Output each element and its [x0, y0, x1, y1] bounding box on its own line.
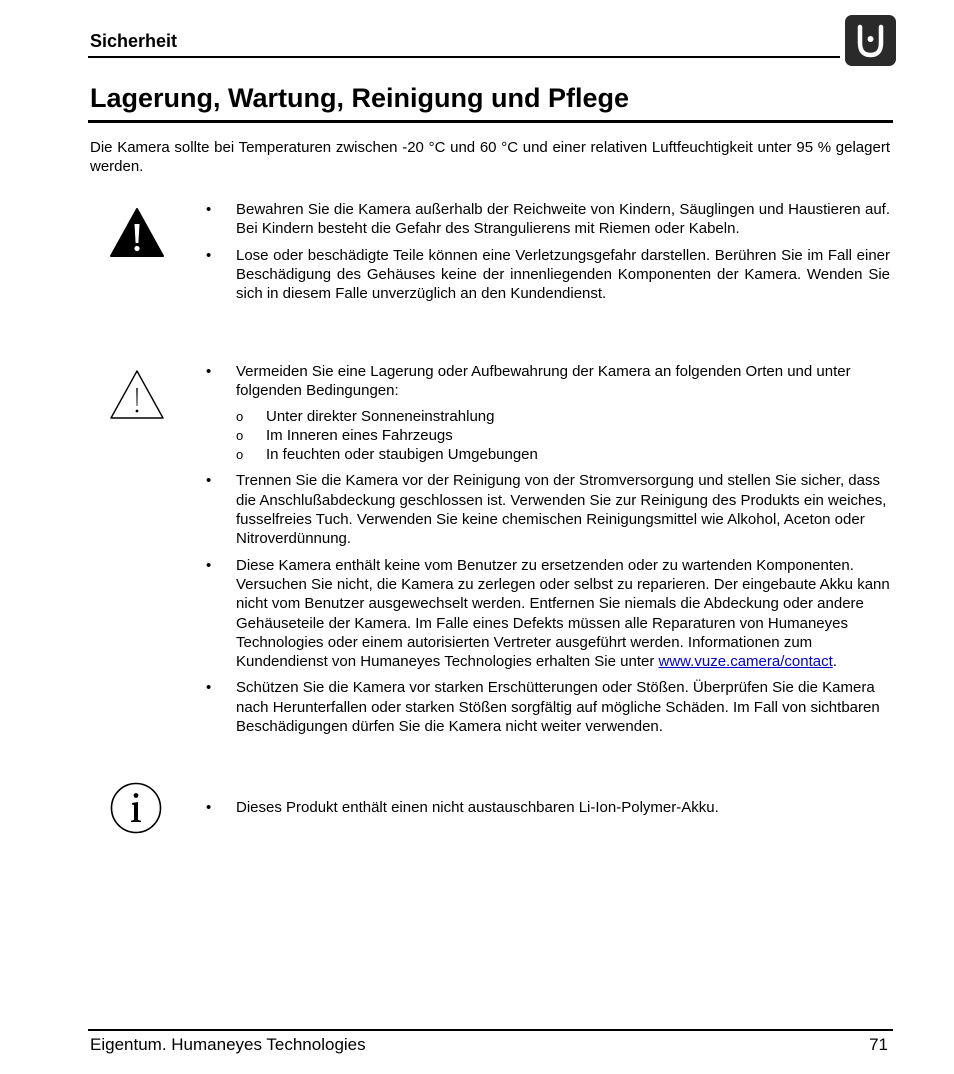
- title-divider: [88, 120, 893, 123]
- list-item: • Trennen Sie die Kamera vor der Reinigung von der Stromversorgung und stellen Sie sicher, dass die Anschlußabdeckung geschlossen ist. Verwenden Sie zur Reinigung des Produkts ein weiches, fusselfreies Tuch. Verwenden Sie keine chemischen Reinigungsmittel wie Alkohol, Aceton oder Nitroverdünnung.: [206, 472, 887, 548]
- info-list: [206, 798, 890, 824]
- warning-filled-icon: [109, 207, 165, 264]
- sub-list-item: o Im Inneren eines Fahrzeugs: [236, 426, 453, 444]
- sub-list-item: o In feuchten oder staubigen Umgebungen: [236, 446, 538, 464]
- section-header: Sicherheit: [90, 31, 178, 51]
- bullet: •: [206, 201, 212, 218]
- bullet: •: [206, 679, 212, 697]
- bullet: •: [206, 363, 212, 380]
- page-number: 71: [869, 1035, 888, 1054]
- sub-list-item: o Unter direkter Sonneneinstrahlung: [236, 407, 495, 425]
- bullet: •: [206, 246, 212, 264]
- intro-paragraph: Die Kamera sollte bei Temperaturen zwischen -20 °C und 60 °C und einer relativen Luftfeuchtigkeit unter 95 % gelagert werden.: [90, 139, 890, 175]
- footer-divider: [88, 1029, 893, 1031]
- info-icon: [109, 781, 163, 840]
- footer-owner: Eigentum. Humaneyes Technologies: [90, 1035, 366, 1054]
- care-list: [206, 362, 890, 743]
- brand-logo-icon: [845, 15, 896, 66]
- bullet: •: [206, 472, 212, 490]
- list-item: • Bewahren Sie die Kamera außerhalb der Reichweite von Kindern, Säuglingen und Haustieren auf. Bei Kindern besteht die Gefahr des Strangulierens mit Riemen oder Kabeln.: [206, 201, 890, 238]
- list-item: • Dieses Produkt enthält einen nicht austauschbaren Li-Ion-Polymer-Akku.: [206, 799, 719, 816]
- header-divider: [88, 56, 840, 58]
- list-item: • Schützen Sie die Kamera vor starken Erschütterungen oder Stößen. Überprüfen Sie die Kamera nach Herunterfallen oder starken Stößen sorgfältig auf mögliche Schäden. Im Fall von sichtbaren Beschädigungen dürfen Sie die Kamera nicht weiter verwenden.: [206, 679, 880, 736]
- contact-link[interactable]: www.vuze.camera/contact: [658, 653, 833, 671]
- bullet: •: [206, 799, 212, 816]
- list-item: • Vermeiden Sie eine Lagerung oder Aufbewahrung der Kamera an folgenden Orten und unter folgenden Bedingungen: o Unter direkter Sonneneinstrahlung o Im Inneren eines Fahrzeugs o In feuchten oder staubigen Umgebungen: [206, 362, 890, 464]
- sub-list: [236, 407, 890, 465]
- warning-outline-icon: [109, 368, 165, 425]
- hazard-list: [206, 200, 890, 310]
- page-title: Lagerung, Wartung, Reinigung und Pflege: [90, 83, 629, 113]
- bullet: •: [206, 556, 212, 574]
- list-item: • Lose oder beschädigte Teile können eine Verletzungsgefahr darstellen. Berühren Sie im Fall einer Beschädigung des Gehäuses keine der innenliegenden Komponenten der Kamera. Wenden Sie sich in diesem Falle unverzüglich an den Kundendienst.: [206, 246, 890, 303]
- list-item: • Diese Kamera enthält keine vom Benutzer zu ersetzenden oder zu wartenden Komponenten. Versuchen Sie nicht, die Kamera zu zerlegen oder selbst zu reparieren. Der eingebaute Akku kann nicht vom Benutzer ausgewechselt werden. Entfernen Sie niemals die Abdeckung oder andere Gehäuseteile der Kamera. Im Falle eines Defekts müssen alle Reparaturen von Humaneyes Technologies oder einem autorisierten Vertreter ausgeführt werden. Informationen zum Kundendienst von Humaneyes Technologies erhalten Sie unter www.vuze.camera/contact.: [206, 556, 890, 671]
